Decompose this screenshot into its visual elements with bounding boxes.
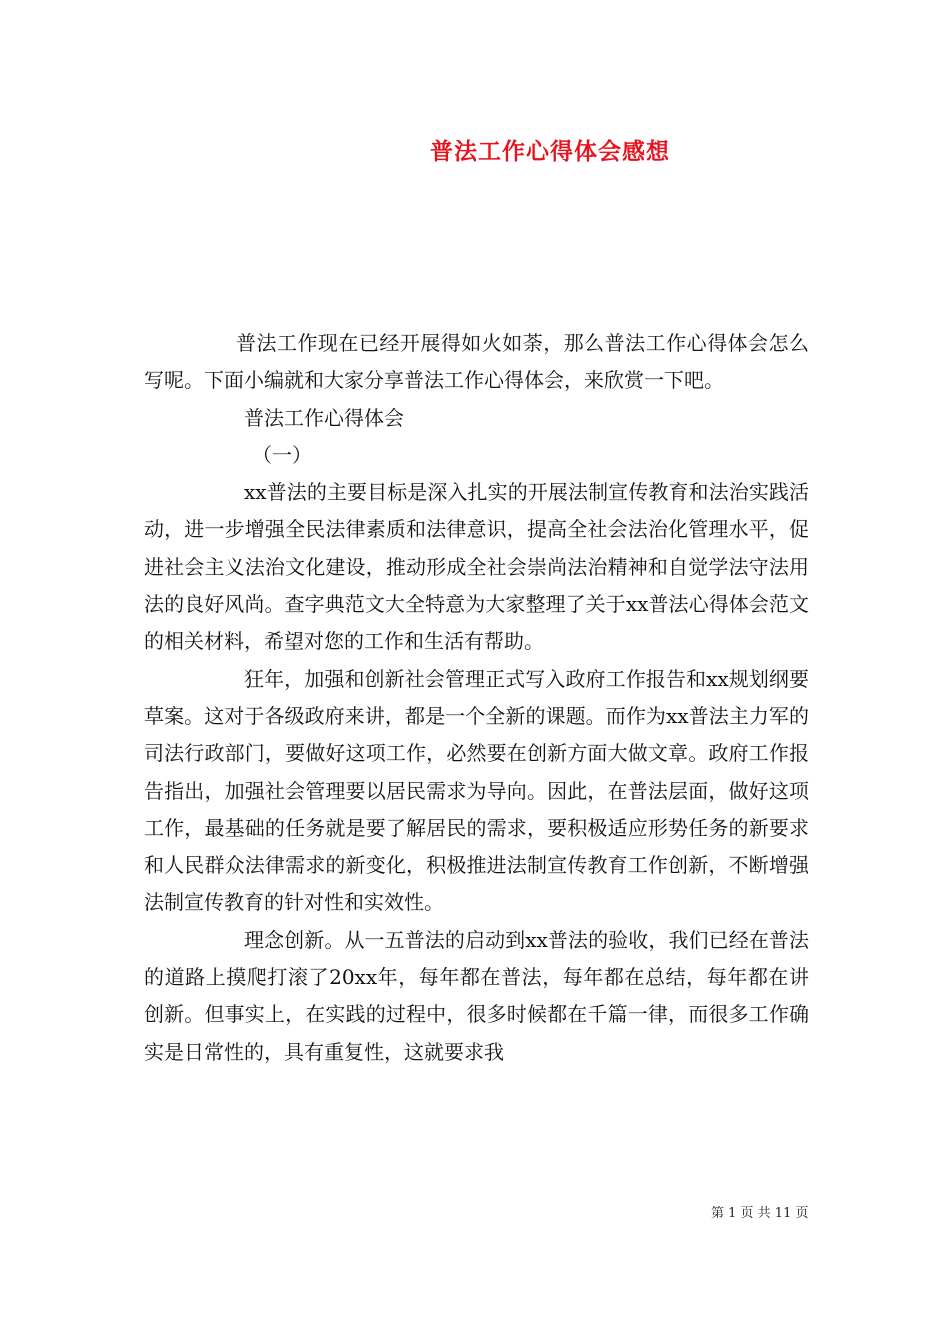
body-paragraph: 理念创新。从一五普法的启动到xx普法的验收，我们已经在普法的道路上摸爬打滚了20xx年，每年都在普法，每年都在总结，每年都在讲创新。但事实上，在实践的过程中，很多时候都在千篇一律，而很多工作确实是日常性的，具有重复性，这就要求我 bbox=[144, 927, 809, 1064]
body-paragraph: 狂年，加强和创新社会管理正式写入政府工作报告和xx规划纲要草案。这对于各级政府来讲，都是一个全新的课题。而作为xx普法主力军的司法行政部门，要做好这项工作，必然要在创新方面大做文章。政府工作报告指出，加强社会管理要以居民需求为导向。因此，在普法层面，做好这项工作，最基础的任务就是要了解居民的需求，要积极适应形势任务的新要求和人民群众法律需求的新变化，积极推进法制宣传教育工作创新，不断增强法制宣传教育的针对性和实效性。 bbox=[144, 666, 809, 915]
page-number: 第 1 页 共 11 页 bbox=[711, 1206, 809, 1221]
document-body bbox=[144, 325, 809, 1071]
section-number: （一） bbox=[252, 442, 312, 467]
document-title: 普法工作心得体会感想 bbox=[430, 138, 670, 165]
section-heading: 普法工作心得体会 bbox=[244, 405, 404, 430]
body-paragraph: xx普法的主要目标是深入扎实的开展法制宣传教育和法治实践活动，进一步增强全民法律素质和法律意识，提高全社会法治化管理水平，促进社会主义法治文化建设，推动形成全社会崇尚法治精神和自觉学法守法用法的良好风尚。查字典范文大全特意为大家整理了关于xx普法心得体会范文的相关材料，希望对您的工作和生活有帮助。 bbox=[144, 480, 809, 654]
intro-paragraph: 普法工作现在已经开展得如火如荼，那么普法工作心得体会怎么写呢。下面小编就和大家分享普法工作心得体会，来欣赏一下吧。 bbox=[144, 331, 809, 393]
